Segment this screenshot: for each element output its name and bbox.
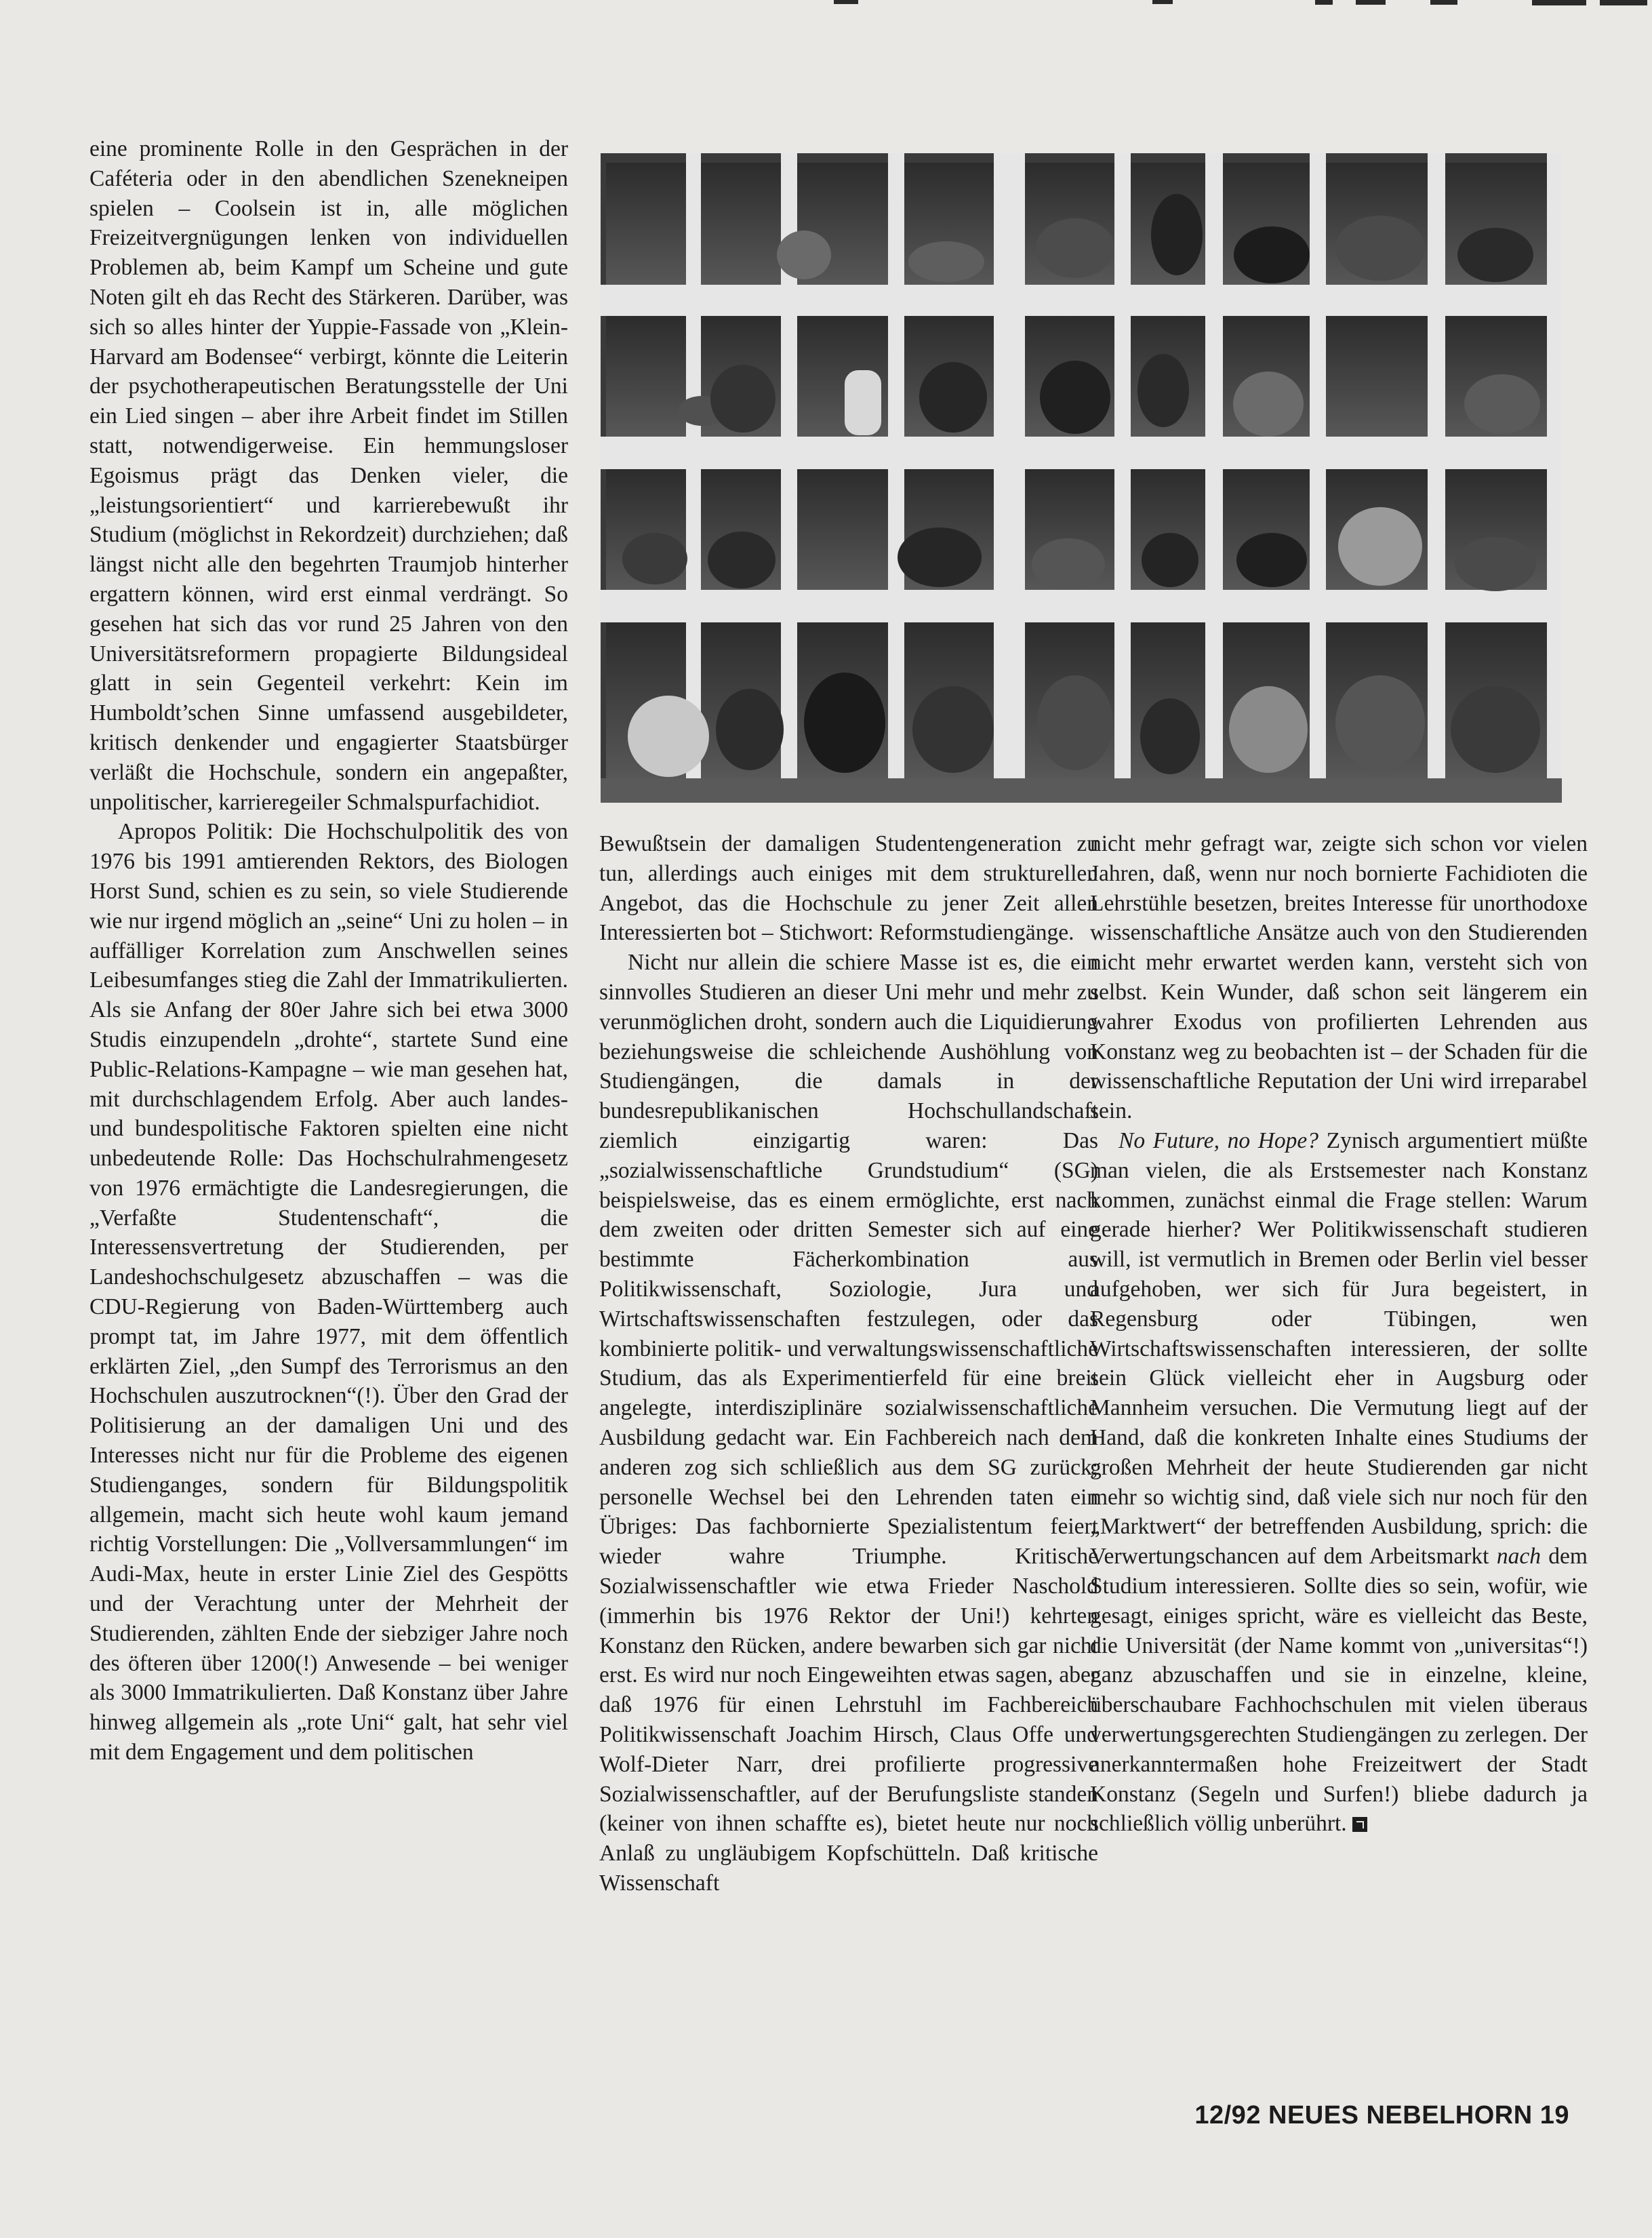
- text-column-3: [1090, 829, 1588, 1839]
- paragraph: Bewußtsein der damaligen Studentengeneration zu tun, allerdings auch einiges mit dem strukturellen Angebot, das die Hochschule zu jener Zeit allen Interessierten bot – Stichwort: Reformstudiengänge.: [599, 831, 1098, 946]
- top-edge-marks: [800, 0, 1652, 9]
- paragraph: Nicht nur allein die schiere Masse ist es, die ein sinnvolles Studieren an dieser Uni mehr und mehr zu verunmöglichen droht, sondern auch die Liquidierung beziehungsweise die schleichende Aushöhlung von Studiengängen, die damals in der bundesrepublikanischen Hochschullandschaft ziemlich einzigartig waren: Das „sozialwissenschaftliche Grundstudium“ (SG) beispielsweise, das es einem ermöglichte, erst nach dem zweiten oder dritten Semester sich auf eine bestimmte Fächerkombination aus Politikwissenschaft, Soziologie, Jura und Wirtschaftswissenschaften festzulegen, oder das kombinierte politik- und verwaltungswissenschaftliche Studium, das als Experimentierfeld für eine breit angelegte, interdisziplinäre sozialwissenschaftliche Ausbildung gedacht war. Ein Fachbereich nach dem anderen zog sich schließlich aus dem SG zurück; personelle Wechsel bei den Lehrenden taten ein Übriges: Das fachbornierte Spezialistentum feiert wieder wahre Triumphe. Kritische Sozialwissenschaftler wie etwa Frieder Naschold (immerhin bis 1976 Rektor der Uni!) kehrten Konstanz den Rücken, andere bewarben sich gar nicht erst. Es wird nur noch Eingeweihten etwas sagen, aber daß 1976 für einen Lehrstuhl im Fachbereich Politikwissenschaft Joachim Hirsch, Claus Offe und Wolf-Dieter Narr, drei profilierte progressive Sozialwissenschaftler, auf der Berufungsliste standen (keiner von ihnen schaffte es), bietet heute nur noch Anlaß zu ungläubigem Kopfschütteln. Daß kritische Wissenschaft: [599, 950, 1098, 1896]
- paragraph: eine prominente Rolle in den Gesprächen in der Caféteria oder in den abendlichen Szenekneipen spielen – Coolsein ist in, alle möglichen Freizeitvergnügungen lenken von individuellen Problemen ab, beim Kampf um Scheine und gute Noten gilt eh das Recht des Stärkeren. Darüber, was sich so alles hinter der Yuppie-Fassade von „Klein-Harvard am Bodensee“ verbirgt, könnte die Leiterin der psychotherapeutischen Beratungsstelle der Uni ein Lied singen – aber ihre Arbeit findet im Stillen statt, notwendigerweise. Ein hemmungsloser Egoismus prägt das Denken vieler, die „leistungsorientiert“ und karrierebewußt ihr Studium (möglichst in Rekordzeit) durchziehen; daß längst nicht alle den begehrten Traumjob hinterher ergattern können, wird erst einmal verdrängt. So gesehen hat sich das vor rund 25 Jahren von den Universitätsreformern propagierte Bildungsideal glatt in sein Gegenteil verkehrt: Kein im Humboldt’schen Sinne umfassend ausgebildeter, kritisch denkender und engagierter Staatsbürger verläßt die Hochschule, sondern ein angepaßter, unpolitischer, karrieregeiler Schmalspurfachidiot.: [89, 136, 568, 815]
- italic-word: nach: [1496, 1544, 1541, 1570]
- end-of-article-icon: [1352, 1817, 1367, 1832]
- text-run: Zynisch argumentiert müßte man vielen, die als Erstsemester nach Konstanz kommen, zunächst einmal die Frage stellen: Warum gerade hierher? Wer Politikwissenschaft studieren will, ist vermutlich in Bremen oder Berlin viel besser aufgehoben, wer sich für Jura begeistert, in Regensburg oder Tübingen, wen Wirtschaftswissenschaften interessieren, der sollte sein Glück vielleicht eher in Augsburg oder Mannheim versuchen. Die Vermutung liegt auf der Hand, daß die konkreten Inhalte eines Studiums der großen Mehrheit der heute Studierenden gar nicht mehr so wichtig sind, daß viele sich nur noch für den „Marktwert“ der betreffenden Ausbildung, sprich: die Verwertungschancen auf dem Arbeitsmarkt: [1090, 1127, 1588, 1570]
- photo-lockers-with-bags: [601, 153, 1562, 803]
- italic-phrase: No Future, no Hope?: [1119, 1127, 1319, 1153]
- paragraph: [1090, 1126, 1588, 1839]
- page-footer: 12/92 NEUES NEBELHORN 19: [1194, 2101, 1569, 2130]
- text-column-1: [89, 134, 568, 1767]
- paragraph: nicht mehr gefragt war, zeigte sich schon vor vielen Jahren, daß, wenn nur noch bornierte Fachidioten die Lehrstühle besetzen, breites Interesse für unorthodoxe wissenschaftliche Ansätze auch von den Studierenden nicht mehr erwartet werden kann, versteht sich von selbst. Kein Wunder, daß schon seit längerem ein wahrer Exodus von profilierten Lehrenden aus Konstanz weg zu beobachten ist – der Schaden für die wissenschaftliche Reputation der Uni wird irreparabel sein.: [1090, 831, 1588, 1124]
- text-column-2: [599, 829, 1098, 1898]
- paragraph: Apropos Politik: Die Hochschulpolitik des von 1976 bis 1991 amtierenden Rektors, des Biologen Horst Sund, schien es zu sein, so viele Studierende wie nur irgend möglich an „seine“ Uni zu holen – in auffälliger Korrelation zum Anschwellen seines Leibesumfanges stieg die Zahl der Immatrikulierten. Als sie Anfang der 80er Jahre sich bei etwa 3000 Studis einzupendeln „drohte“, startete Sund eine Public-Relations-Kampagne – wie man gesehen hat, mit durchschlagendem Erfolg. Aber auch landes- und bundespolitische Faktoren spielten eine nicht unbedeutende Rolle: Das Hochschulrahmengesetz von 1976 ermächtigte die Landesregierungen, die „Verfaßte Studentenschaft“, die Interessensvertretung der Studierenden, per Landeshochschulgesetz abzuschaffen – was die CDU-Regierung von Baden-Württemberg auch prompt tat, im Jahre 1977, mit dem öffentlich erklärten Ziel, „den Sumpf des Terrorismus an den Hochschulen auszutrocknen“(!). Über den Grad der Politisierung an der damaligen Uni und des Interesses nicht nur für die Probleme des eigenen Studienganges, sondern für Bildungspolitik allgemein, macht sich heute wohl kaum jemand richtig Vorstellungen: Die „Vollversammlungen“ im Audi-Max, heute in erster Linie Ziel des Gespötts und der Verachtung unter der Mehrheit der Studierenden, zählten Ende der siebziger Jahre noch des öfteren über 1200(!) Anwesende – bei weniger als 3000 Immatrikulierten. Daß Konstanz über Jahre hinweg allgemein als „rote Uni“ galt, hat sehr viel mit dem Engagement und dem politischen: [89, 819, 568, 1765]
- text-run: dem Studium interessieren. Sollte dies so sein, wofür, wie gesagt, einiges spricht, wäre es vielleicht das Beste, die Universität (der Name kommt von „universitas“!) ganz abzuschaffen und sie in einzelne, kleine, überschaubare Fachhochschulen mit vielen überaus verwertungsgerechten Studiengängen zu zerlegen. Der anerkanntermaßen hohe Freizeitwert der Stadt Konstanz (Segeln und Surfen!) bliebe dadurch ja schließlich völlig unberührt.: [1090, 1544, 1588, 1837]
